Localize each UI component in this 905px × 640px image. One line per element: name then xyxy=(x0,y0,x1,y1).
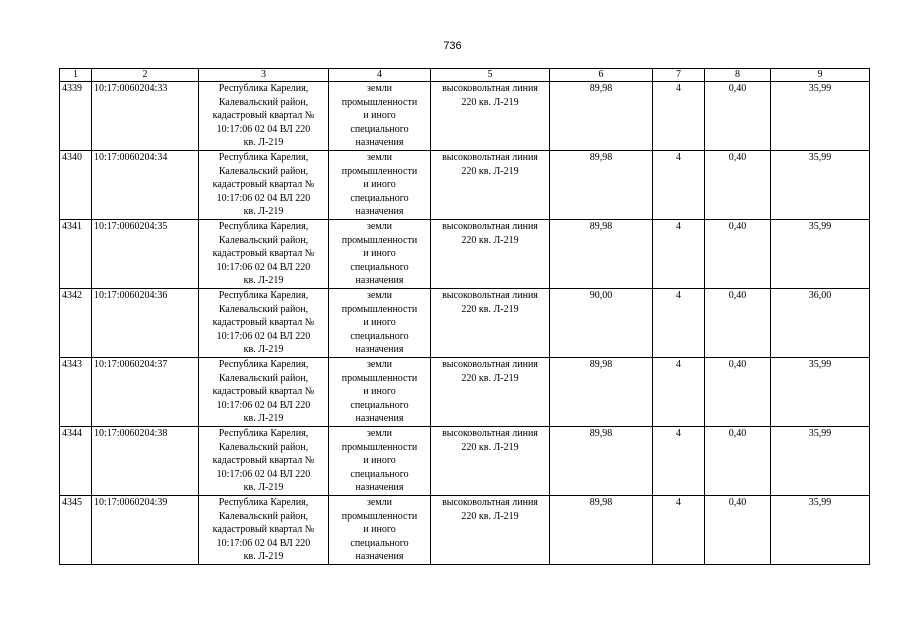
column-8-value-cell: 0,40 xyxy=(705,496,771,565)
column-6-value-cell: 89,98 xyxy=(550,220,653,289)
column-9-value-cell: 35,99 xyxy=(771,427,870,496)
land-category-cell: земли промышленности и иного специального назначения xyxy=(329,496,431,565)
table-row xyxy=(60,496,870,565)
cadastral-number-cell: 10:17:0060204:33 xyxy=(92,82,199,151)
column-header-7: 7 xyxy=(653,69,705,82)
purpose-cell: высоковольтная линия 220 кв. Л-219 xyxy=(431,82,550,151)
column-6-value-cell: 89,98 xyxy=(550,82,653,151)
table-row xyxy=(60,427,870,496)
page-number: 736 xyxy=(443,40,462,52)
column-6-value-cell: 89,98 xyxy=(550,496,653,565)
cadastral-number-cell: 10:17:0060204:35 xyxy=(92,220,199,289)
cadastral-number-cell: 10:17:0060204:37 xyxy=(92,358,199,427)
column-8-value-cell: 0,40 xyxy=(705,82,771,151)
column-9-value-cell: 35,99 xyxy=(771,496,870,565)
column-7-value-cell: 4 xyxy=(653,220,705,289)
table-row xyxy=(60,289,870,358)
address-cell: Республика Карелия, Калевальский район, кадастровый квартал № 10:17:06 02 04 ВЛ 220 кв. Л-219 xyxy=(199,289,329,358)
table-row xyxy=(60,358,870,427)
purpose-cell: высоковольтная линия 220 кв. Л-219 xyxy=(431,289,550,358)
cadastral-number-cell: 10:17:0060204:38 xyxy=(92,427,199,496)
table-header xyxy=(60,69,870,82)
cadastral-number-cell: 10:17:0060204:36 xyxy=(92,289,199,358)
column-8-value-cell: 0,40 xyxy=(705,427,771,496)
column-9-value-cell: 35,99 xyxy=(771,151,870,220)
column-header-9: 9 xyxy=(771,69,870,82)
row-number-cell: 4344 xyxy=(60,427,92,496)
row-number-cell: 4342 xyxy=(60,289,92,358)
row-number-cell: 4341 xyxy=(60,220,92,289)
purpose-cell: высоковольтная линия 220 кв. Л-219 xyxy=(431,220,550,289)
address-cell: Республика Карелия, Калевальский район, кадастровый квартал № 10:17:06 02 04 ВЛ 220 кв. Л-219 xyxy=(199,496,329,565)
address-cell: Республика Карелия, Калевальский район, кадастровый квартал № 10:17:06 02 04 ВЛ 220 кв. Л-219 xyxy=(199,151,329,220)
purpose-cell: высоковольтная линия 220 кв. Л-219 xyxy=(431,151,550,220)
address-cell: Республика Карелия, Калевальский район, кадастровый квартал № 10:17:06 02 04 ВЛ 220 кв. Л-219 xyxy=(199,82,329,151)
land-registry-table xyxy=(59,68,870,565)
column-6-value-cell: 89,98 xyxy=(550,358,653,427)
column-8-value-cell: 0,40 xyxy=(705,151,771,220)
column-6-value-cell: 89,98 xyxy=(550,151,653,220)
purpose-cell: высоковольтная линия 220 кв. Л-219 xyxy=(431,427,550,496)
column-8-value-cell: 0,40 xyxy=(705,358,771,427)
table-row xyxy=(60,220,870,289)
column-header-5: 5 xyxy=(431,69,550,82)
land-category-cell: земли промышленности и иного специального назначения xyxy=(329,427,431,496)
column-8-value-cell: 0,40 xyxy=(705,289,771,358)
column-9-value-cell: 36,00 xyxy=(771,289,870,358)
row-number-cell: 4343 xyxy=(60,358,92,427)
land-category-cell: земли промышленности и иного специального назначения xyxy=(329,82,431,151)
row-number-cell: 4345 xyxy=(60,496,92,565)
column-7-value-cell: 4 xyxy=(653,82,705,151)
row-number-cell: 4340 xyxy=(60,151,92,220)
column-6-value-cell: 89,98 xyxy=(550,427,653,496)
column-7-value-cell: 4 xyxy=(653,427,705,496)
land-category-cell: земли промышленности и иного специального назначения xyxy=(329,151,431,220)
purpose-cell: высоковольтная линия 220 кв. Л-219 xyxy=(431,358,550,427)
column-header-2: 2 xyxy=(92,69,199,82)
land-category-cell: земли промышленности и иного специального назначения xyxy=(329,289,431,358)
address-cell: Республика Карелия, Калевальский район, кадастровый квартал № 10:17:06 02 04 ВЛ 220 кв. Л-219 xyxy=(199,358,329,427)
land-category-cell: земли промышленности и иного специального назначения xyxy=(329,358,431,427)
address-cell: Республика Карелия, Калевальский район, кадастровый квартал № 10:17:06 02 04 ВЛ 220 кв. Л-219 xyxy=(199,220,329,289)
column-6-value-cell: 90,00 xyxy=(550,289,653,358)
column-9-value-cell: 35,99 xyxy=(771,82,870,151)
table-row xyxy=(60,151,870,220)
address-cell: Республика Карелия, Калевальский район, кадастровый квартал № 10:17:06 02 04 ВЛ 220 кв. Л-219 xyxy=(199,427,329,496)
table-row xyxy=(60,82,870,151)
column-header-1: 1 xyxy=(60,69,92,82)
column-header-4: 4 xyxy=(329,69,431,82)
column-7-value-cell: 4 xyxy=(653,289,705,358)
header-row xyxy=(60,69,870,82)
column-header-8: 8 xyxy=(705,69,771,82)
column-7-value-cell: 4 xyxy=(653,151,705,220)
column-7-value-cell: 4 xyxy=(653,358,705,427)
column-7-value-cell: 4 xyxy=(653,496,705,565)
purpose-cell: высоковольтная линия 220 кв. Л-219 xyxy=(431,496,550,565)
column-header-3: 3 xyxy=(199,69,329,82)
column-9-value-cell: 35,99 xyxy=(771,358,870,427)
row-number-cell: 4339 xyxy=(60,82,92,151)
cadastral-number-cell: 10:17:0060204:39 xyxy=(92,496,199,565)
cadastral-number-cell: 10:17:0060204:34 xyxy=(92,151,199,220)
table-body xyxy=(60,82,870,565)
column-header-6: 6 xyxy=(550,69,653,82)
column-8-value-cell: 0,40 xyxy=(705,220,771,289)
land-category-cell: земли промышленности и иного специального назначения xyxy=(329,220,431,289)
column-9-value-cell: 35,99 xyxy=(771,220,870,289)
